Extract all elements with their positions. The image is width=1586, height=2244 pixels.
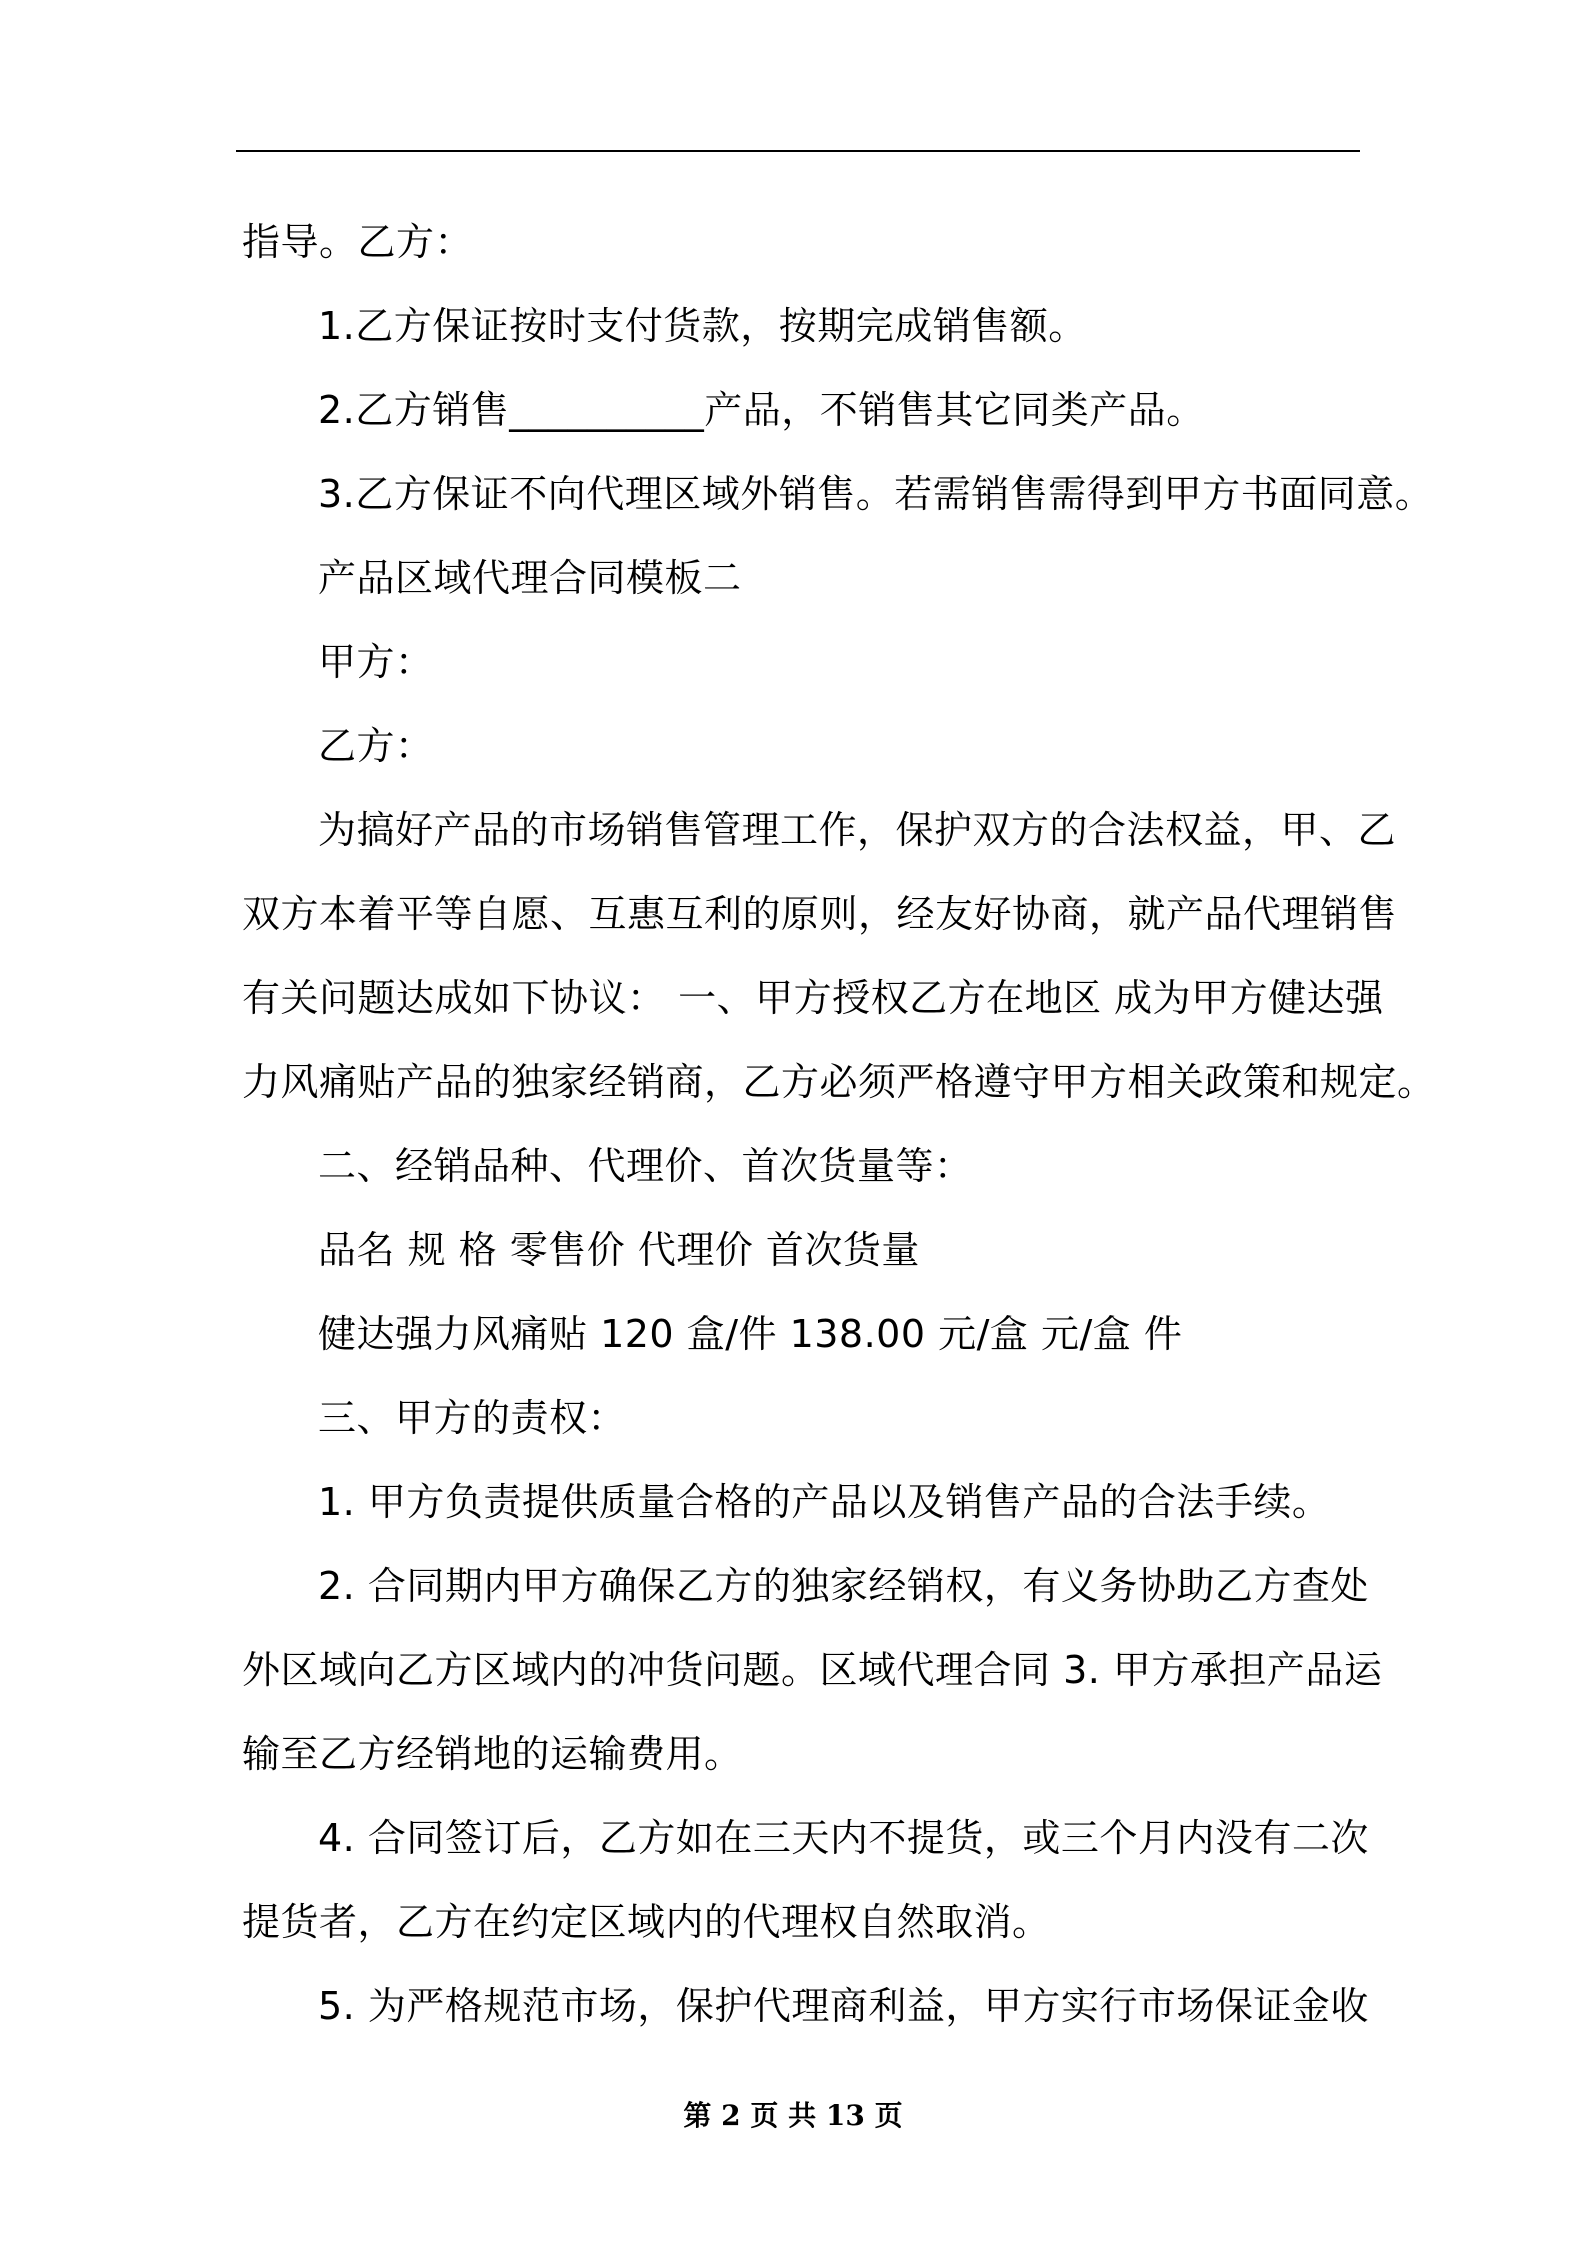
paragraph: 三、甲方的责权：: [318, 1396, 627, 1440]
paragraph: 5. 为严格规范市场，保护代理商利益，甲方实行市场保证金收: [318, 1984, 1369, 2028]
paragraph: 3.乙方保证不向代理区域外销售。若需销售需得到甲方书面同意。: [318, 472, 1434, 516]
paragraph: 提货者，乙方在约定区域内的代理权自然取消。: [242, 1900, 1051, 1944]
paragraph: 力风痛贴产品的独家经销商，乙方必须严格遵守甲方相关政策和规定。: [242, 1060, 1436, 1104]
paragraph: 4. 合同签订后，乙方如在三天内不提货，或三个月内没有二次: [318, 1816, 1369, 1860]
paragraph: 2. 合同期内甲方确保乙方的独家经销权，有义务协助乙方查处: [318, 1564, 1369, 1608]
header-rule: [236, 150, 1360, 152]
paragraph: 有关问题达成如下协议： 一、甲方授权乙方在地区 成为甲方健达强: [242, 976, 1384, 1020]
document-body: [242, 200, 1436, 2048]
paragraph: 1. 甲方负责提供质量合格的产品以及销售产品的合法手续。: [318, 1480, 1331, 1524]
party-b-label: 乙方：: [318, 724, 434, 768]
paragraph: 外区域向乙方区域内的冲货问题。区域代理合同 3. 甲方承担产品运: [242, 1648, 1383, 1692]
paragraph: 指导。乙方：: [242, 220, 474, 264]
page-number: 第 2 页 共 13 页: [683, 2099, 903, 2132]
paragraph: 二、经销品种、代理价、首次货量等：: [318, 1144, 973, 1188]
product-table-header: 品名 规 格 零售价 代理价 首次货量: [318, 1228, 920, 1272]
section-heading: 产品区域代理合同模板二: [318, 556, 742, 600]
paragraph: 为搞好产品的市场销售管理工作，保护双方的合法权益，甲、乙: [318, 808, 1397, 852]
paragraph: 输至乙方经销地的运输费用。: [242, 1732, 743, 1776]
paragraph: 双方本着平等自愿、互惠互利的原则，经友好协商，就产品代理销售: [242, 892, 1398, 936]
paragraph: 2.乙方销售__________产品，不销售其它同类产品。: [318, 388, 1205, 432]
paragraph: 1.乙方保证按时支付货款，按期完成销售额。: [318, 304, 1087, 348]
product-table-row: 健达强力风痛贴 120 盒/件 138.00 元/盒 元/盒 件: [318, 1312, 1183, 1356]
party-a-label: 甲方：: [318, 640, 434, 684]
